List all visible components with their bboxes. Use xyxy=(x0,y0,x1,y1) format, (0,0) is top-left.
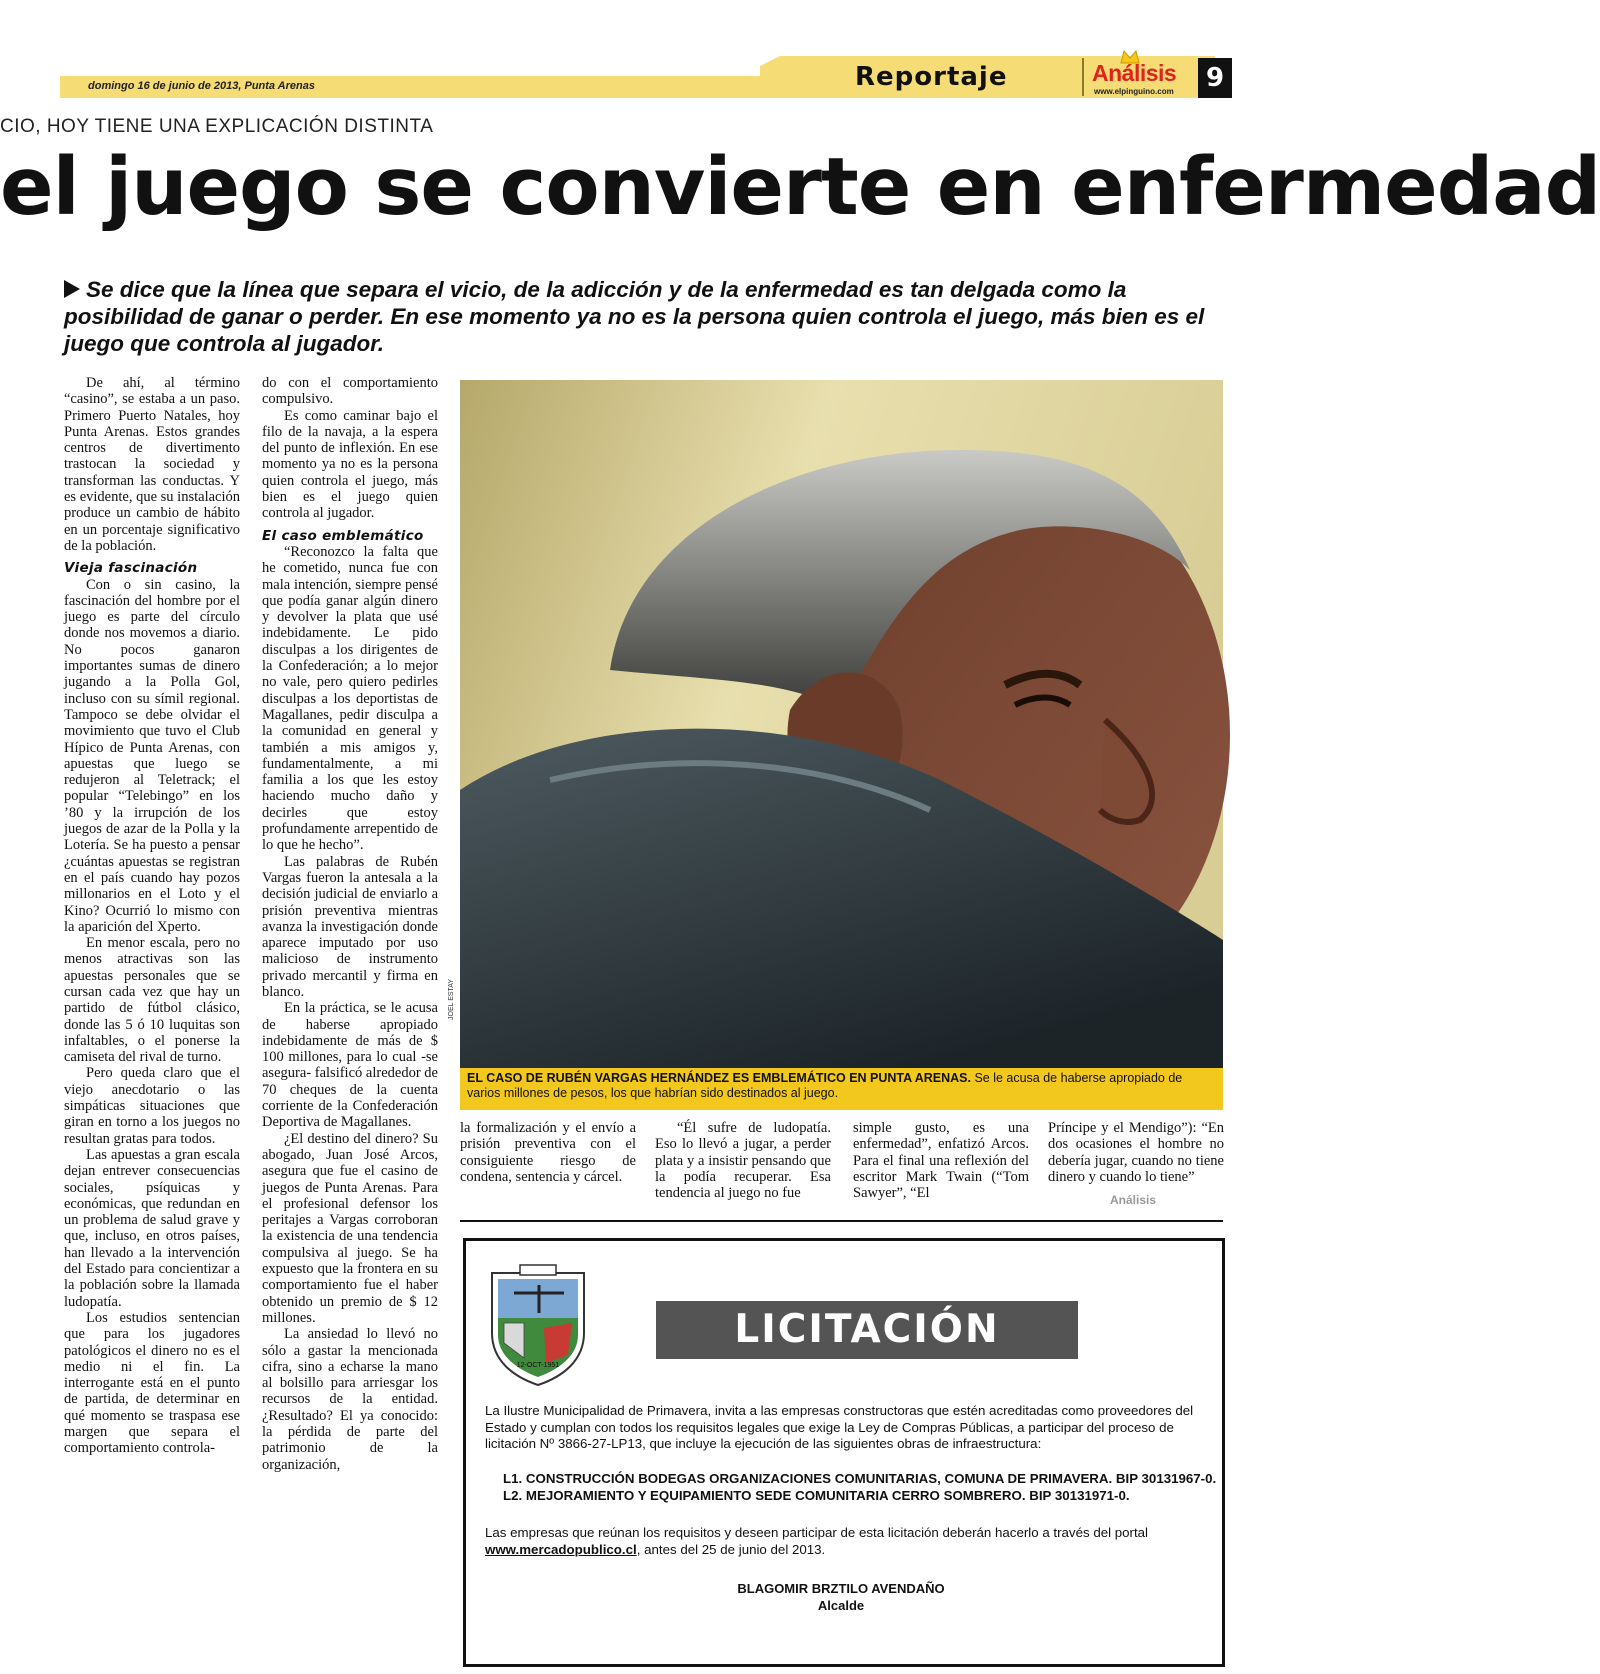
subheading: Vieja fascinación xyxy=(64,560,198,577)
paragraph: Las apuestas a gran escala dejan entrever consecuencias sociales, psíquicas y económicas, que redundan en un problema de salud grave y que, incluso, en otros países, han llevado a la intervención del Estado para concientizar a la población sobre la llamada ludopatía. xyxy=(64,1146,240,1310)
signoff-logo: Análisis xyxy=(1110,1193,1157,1207)
paragraph: ¿El destino del dinero? Su abogado, Juan José Arcos, asegura que fue el casino de juegos de Punta Arenas. Para el profesional defensor los peritajes a Vargas corroboran la existencia de una tendencia compulsiva al juego. Se ha expuesto que la frontera en su comportamiento fue el haber obtenido un premio de $ 12 millones. xyxy=(262,1130,438,1326)
article-column-5 xyxy=(853,1120,1029,1215)
ad-footer-text-end: , antes del 25 de junio del 2013. xyxy=(636,1541,826,1557)
section-title: Reportaje xyxy=(855,62,1008,92)
header-notch xyxy=(60,56,760,76)
paragraph: simple gusto, es una enfermedad”, enfatizó Arcos. Para el final una reflexión del escritor Mark Twain (“Tom Sawyer”, “El xyxy=(853,1120,1029,1202)
paragraph: la formalización y el envío a prisión preventiva con el consiguiente riesgo de condena, sentencia y cárcel. xyxy=(460,1120,636,1185)
paragraph: Con o sin casino, la fascinación del hombre por el juego es parte del círculo donde nos movemos a diario. No pocos ganaron importantes sumas de dinero jugando a la Polla Gol, incluso con su símil regional. Tampoco se debe olvidar el movimiento que tuvo el Club Hípico de Punta Arenas, con apuestas que luego se redujeron al Teletrack; el popular “Telebingo” en los ’80 y la irrupción de los juegos de azar de la Polla y la Lotería. Se ha puesto a pensar ¿cuántas apuestas se registran en el país cuando hay pozos millonarios en el Loto y el Kino? Ocurrió lo mismo con la aparición del Xperto. xyxy=(64,576,240,935)
public-tender-ad xyxy=(463,1238,1225,1667)
publication-logo: Análisis xyxy=(1092,60,1177,86)
lead-paragraph xyxy=(64,276,1224,357)
issue-date: domingo 16 de junio de 2013, Punta Arenas xyxy=(88,80,315,92)
header-divider xyxy=(1082,58,1084,96)
ad-footer-text: Las empresas que reúnan los requisitos y deseen participar de esta licitación deberán hacerlo a través del portal xyxy=(485,1525,1149,1540)
kicker: CIO, HOY TIENE UNA EXPLICACIÓN DISTINTA xyxy=(0,116,434,137)
header-slope xyxy=(740,56,780,76)
subheading: El caso emblemático xyxy=(262,527,424,544)
arrow-right-icon xyxy=(64,280,80,298)
section-rule xyxy=(460,1220,1223,1222)
paragraph: do con el comportamiento compulsivo. xyxy=(262,375,438,408)
article-photo xyxy=(460,380,1223,1068)
photo-credit: JOEL ESTAY xyxy=(448,978,455,1020)
photo-caption xyxy=(460,1068,1223,1110)
caption-text: Se le acusa de haberse apropiado de varios millones de pesos, los que habrían sido destinados al juego. xyxy=(467,1071,1183,1100)
paragraph: En la práctica, se le acusa de haberse apropiado indebidamente de más de $ 100 millones, para lo cual -se asegura- falsificó alrededor de 70 cheques de la cuenta corriente de la Confederación Deportiva de Magallanes. xyxy=(262,1000,438,1131)
seal-date: 12-OCT-1951 xyxy=(516,1362,560,1369)
page-number: 9 xyxy=(1198,58,1232,98)
ad-item: L2. MEJORAMIENTO Y EQUIPAMIENTO SEDE COMUNITARIA CERRO SOMBRERO. BIP 30131971-0. xyxy=(503,1487,1130,1503)
article-column-4 xyxy=(655,1120,831,1215)
paragraph: Pero queda claro que el viejo anecdotario o las simpáticas situaciones que giran en torno a los juegos no resultan gratas para todos. xyxy=(64,1065,240,1147)
signer-role: Alcalde xyxy=(817,1597,865,1613)
paragraph: Las palabras de Rubén Vargas fueron la antesala a la decisión judicial de enviarlo a prisión preventiva mientras avanza la investigación donde aparece imputado por uso malicioso de instrumento privado mercantil y firma en blanco. xyxy=(262,853,438,1000)
paragraph: “Reconozco la falta que he cometido, nunca fue con mala intención, siempre pensé que podía ganar algún dinero y devolver la plata que usé indebidamente. Le pido disculpas a los dirigentes de la Confederación; a lo mejor no vale, pero quiero pedirles disculpas a los deportistas de Magallanes, pedir disculpa a la comunidad en general y también a mis amigos y, fundamentalmente, a mi familia a los que les estoy haciendo mucho daño y decirles que estoy profundamente arrepentido de lo que he hecho”. xyxy=(262,543,438,854)
paragraph: Los estudios sentencian que para los jugadores patológicos el dinero no es el medio ni el fin. La interrogante está en el punto de partida, de determinar en qué momento se traspasa ese margen que separa el comportamiento controla- xyxy=(64,1309,240,1457)
article-column-1 xyxy=(64,375,240,1660)
lead-text: Se dice que la línea que separa el vicio, de la adicción y de la enfermedad es tan delgada como la posibilidad de ganar o perder. En ese momento ya no es la persona quien controla el juego, más bien es el juego que controla al jugador. xyxy=(64,277,1205,356)
paragraph: En menor escala, pero no menos atractivas son las apuestas personales que se cursan cada vez que hay un partido de fútbol clásico, donde las 5 ó 10 luquitas son infaltables, o el ponerse la camiseta del rival de turno. xyxy=(64,935,240,1066)
publication-url: www.elpinguino.com xyxy=(1094,87,1174,96)
headline: el juego se convierte en enfermedad xyxy=(0,141,1600,233)
ad-signature xyxy=(466,1581,1216,1614)
caption-lead: EL CASO DE RUBÉN VARGAS HERNÁNDEZ ES EMBLEMÁTICO EN PUNTA ARENAS. xyxy=(467,1071,971,1085)
ad-item: L1. CONSTRUCCIÓN BODEGAS ORGANIZACIONES COMUNITARIAS, COMUNA DE PRIMAVERA. BIP 30131967-0. xyxy=(503,1471,1217,1486)
paragraph: Es como caminar bajo el filo de la navaja, a la espera del punto de inflexión. En ese momento ya no es la persona quien controla el juego, más bien es el juego quien controla al jugador. xyxy=(262,407,438,522)
ad-title: LICITACIÓN PÚBLICA xyxy=(656,1301,1078,1359)
signer-name: BLAGOMIR BRZTILO AVENDAÑO xyxy=(737,1581,945,1596)
paragraph: “Él sufre de ludopatía. Eso lo llevó a jugar, a perder plata y a insistir pensando que la podía recuperar. Esa tendencia al juego no fue xyxy=(655,1120,831,1202)
article-column-2 xyxy=(262,375,438,1660)
paragraph: La ansiedad lo llevó no sólo a gastar la mencionada cifra, sino a echarse la mano al bolsillo para arriesgar los recursos de la entidad. ¿Resultado? El ya conocido: la pérdida de parte del patrimonio de la organización, xyxy=(262,1326,438,1473)
portal-link[interactable]: www.mercadopublico.cl xyxy=(485,1541,637,1557)
municipal-seal-icon xyxy=(484,1263,592,1387)
article-column-3 xyxy=(460,1120,636,1215)
ad-items xyxy=(503,1471,1216,1504)
paragraph: De ahí, al término “casino”, se estaba a un paso. Primero Puerto Natales, hoy Punta Arenas. Estos grandes centros de divertimento trastocan la sociedad y transforman las conductas. Y es evidente, que su instalación produce un cambio de hábito en un porcentaje significativo de la población. xyxy=(64,375,240,554)
ad-body: La Ilustre Municipalidad de Primavera, invita a las empresas constructoras que estén acreditadas como proveedores del Estado y cumplan con todos los requisitos legales que exige la Ley de Compras Públicas, a participar del proceso de licitación Nº 3866-27-LP13, que incluye la ejecución de las siguientes obras de infraestructura: xyxy=(485,1403,1194,1451)
ad-footer xyxy=(485,1525,1205,1558)
paragraph: Príncipe y el Mendigo”): “En dos ocasiones el hombre no debería jugar, cuando no tiene dinero y cuando lo tiene” xyxy=(1048,1120,1224,1185)
